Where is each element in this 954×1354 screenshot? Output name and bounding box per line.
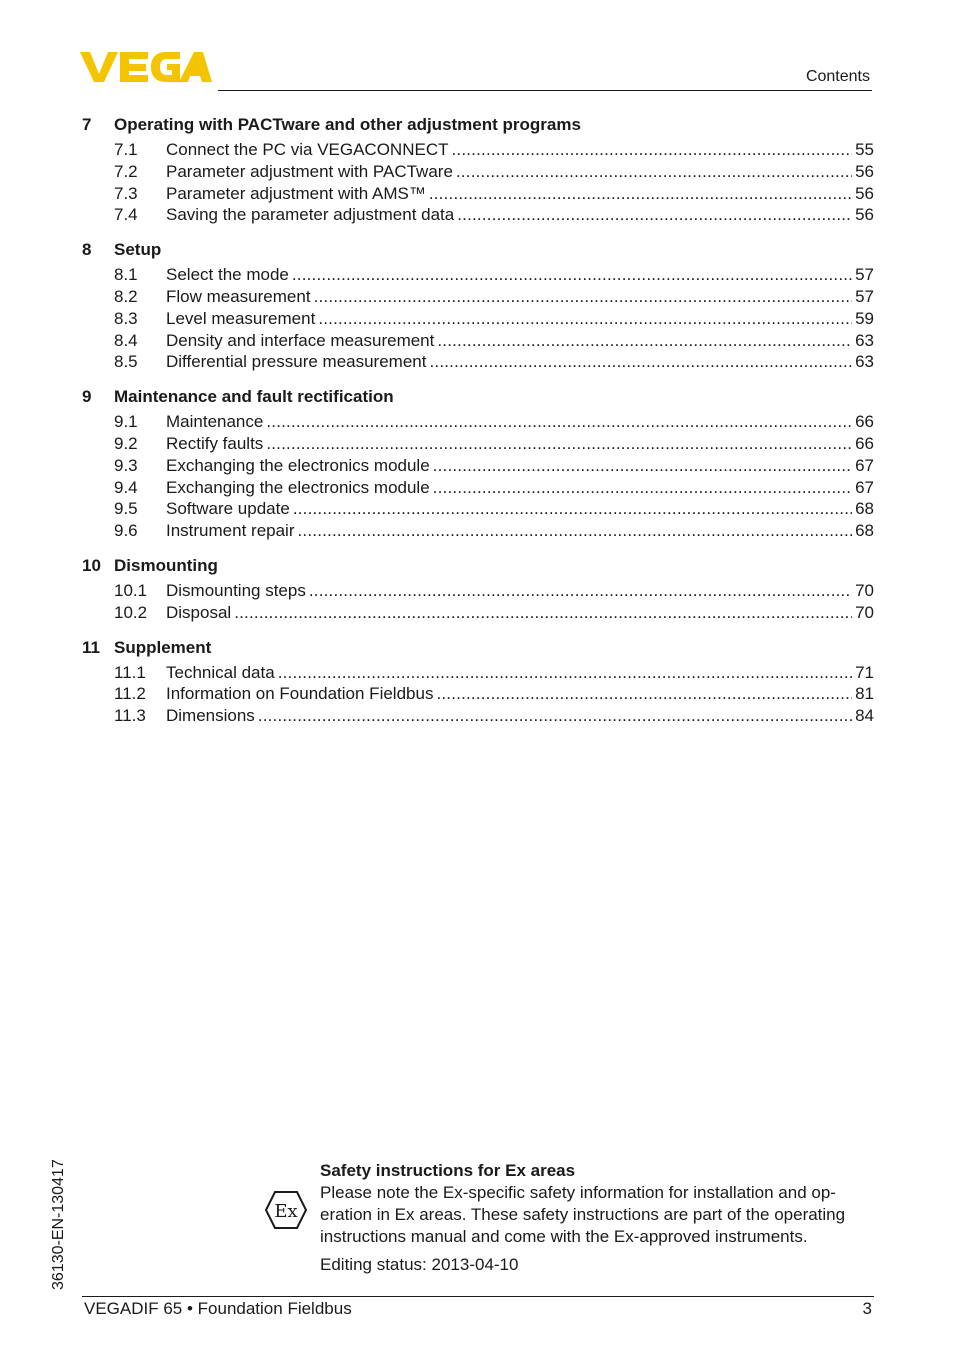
toc-entry[interactable] (82, 433, 874, 455)
ex-hexagon-icon (264, 1190, 308, 1230)
entry-page: 81 (855, 684, 874, 704)
toc-entry[interactable] (82, 286, 874, 308)
entry-number: 9.2 (114, 433, 138, 453)
entry-page: 56 (855, 205, 874, 225)
safety-notice (320, 1160, 875, 1276)
dot-leader (433, 455, 852, 477)
chapter-title: Maintenance and fault rectification (114, 387, 394, 407)
entry-title: Instrument repair (166, 521, 295, 541)
entry-page: 63 (855, 352, 874, 372)
dot-leader (266, 411, 852, 433)
entry-number: 7.2 (114, 161, 138, 181)
entry-title: Exchanging the electronics module (166, 455, 430, 475)
toc-entry[interactable] (82, 139, 874, 161)
entry-page: 57 (855, 286, 874, 306)
dot-leader (451, 139, 852, 161)
entry-number: 7.4 (114, 205, 138, 225)
chapter-heading[interactable] (82, 637, 874, 659)
entry-number: 11.2 (114, 684, 146, 704)
safety-title: Safety instructions for Ex areas (320, 1161, 576, 1180)
toc-entry[interactable] (82, 264, 874, 286)
toc-entry[interactable] (82, 455, 874, 477)
dot-leader (457, 204, 852, 226)
toc-chapter (82, 637, 874, 727)
entry-number: 8.1 (114, 265, 138, 285)
entry-number: 11.1 (114, 662, 146, 682)
chapter-heading[interactable] (82, 239, 874, 261)
entry-title: Rectify faults (166, 433, 264, 453)
entry-page: 56 (855, 161, 874, 181)
toc-entry[interactable] (82, 662, 874, 684)
editing-status: Editing status: 2013-04-10 (320, 1255, 519, 1274)
section-label: Contents (805, 68, 870, 85)
entry-number: 11.3 (114, 706, 146, 726)
entry-number: 8.2 (114, 286, 138, 306)
document-code: 36130-EN-130417 (50, 1159, 67, 1290)
entry-number: 9.5 (114, 499, 138, 519)
chapter-number: 8 (82, 240, 92, 260)
chapter-number: 9 (82, 387, 92, 407)
entry-title: Connect the PC via VEGACONNECT (166, 140, 449, 159)
toc-chapter (82, 555, 874, 624)
toc-chapter (82, 239, 874, 373)
toc-entry[interactable] (82, 204, 874, 226)
toc-entry[interactable] (82, 705, 874, 727)
dot-leader (266, 433, 852, 455)
toc-chapter (82, 386, 874, 542)
entry-page: 68 (855, 521, 874, 541)
chapter-heading[interactable] (82, 555, 874, 577)
chapter-title: Supplement (114, 637, 212, 657)
vega-logo (80, 50, 212, 84)
entry-number: 9.4 (114, 477, 138, 497)
entry-title: Software update (166, 499, 290, 519)
entry-number: 10.1 (114, 580, 148, 600)
chapter-heading[interactable] (82, 386, 874, 408)
entry-number: 9.6 (114, 521, 138, 541)
entry-number: 10.2 (114, 602, 148, 622)
chapter-heading[interactable] (82, 114, 874, 136)
toc-chapter (82, 114, 874, 226)
chapter-number: 11 (82, 637, 100, 657)
chapter-title: Setup (114, 240, 162, 260)
toc-entry[interactable] (82, 161, 874, 183)
toc-entry[interactable] (82, 520, 874, 542)
entry-number: 8.5 (114, 352, 138, 372)
footer-product: VEGADIF 65 • Foundation Fieldbus (84, 1299, 352, 1318)
entry-number: 8.4 (114, 330, 138, 350)
entry-title: Density and interface measurement (166, 330, 435, 350)
toc-entry[interactable] (82, 330, 874, 352)
entry-number: 7.3 (114, 183, 138, 203)
dot-leader (429, 183, 852, 205)
entry-title: Dimensions (166, 706, 255, 726)
entry-title: Parameter adjustment with AMS™ (166, 183, 426, 203)
dot-leader (436, 683, 852, 705)
toc-entry[interactable] (82, 683, 874, 705)
entry-title: Maintenance (166, 412, 264, 432)
chapter-title: Operating with PACTware and other adjustment programs (114, 115, 581, 134)
dot-leader (318, 308, 852, 330)
toc-entry[interactable] (82, 602, 874, 624)
entry-title: Select the mode (166, 265, 289, 285)
entry-page: 71 (855, 662, 874, 682)
entry-number: 9.3 (114, 455, 138, 475)
dot-leader (429, 351, 852, 373)
dot-leader (437, 330, 852, 352)
entry-page: 66 (855, 412, 874, 432)
entry-title: Information on Foundation Fieldbus (166, 684, 434, 704)
entry-page: 63 (855, 330, 874, 350)
entry-page: 55 (855, 140, 874, 159)
entry-page: 67 (855, 477, 874, 497)
entry-title: Saving the parameter adjustment data (166, 205, 455, 225)
entry-title: Differential pressure measurement (166, 352, 427, 372)
entry-title: Flow measurement (166, 286, 311, 306)
entry-page: 84 (855, 706, 874, 726)
dot-leader (309, 580, 852, 602)
svg-text:Ex: Ex (274, 1201, 298, 1222)
entry-page: 59 (855, 308, 874, 328)
page-number: 3 (862, 1299, 872, 1318)
toc-entry[interactable] (82, 580, 874, 602)
entry-number: 9.1 (114, 412, 138, 432)
entry-page: 66 (855, 433, 874, 453)
dot-leader (293, 498, 852, 520)
dot-leader (456, 161, 852, 183)
entry-page: 68 (855, 499, 874, 519)
dot-leader (258, 705, 852, 727)
toc-entry[interactable] (82, 411, 874, 433)
entry-page: 56 (855, 183, 874, 203)
toc-entry[interactable] (82, 477, 874, 499)
entry-title: Disposal (166, 602, 232, 622)
toc-entry[interactable] (82, 351, 874, 373)
entry-title: Technical data (166, 662, 275, 682)
dot-leader (292, 264, 852, 286)
chapter-number: 10 (82, 555, 101, 575)
toc-entry[interactable] (82, 183, 874, 205)
safety-body: Please note the Ex-specific safety information for installation and op-eration in Ex areas. These safety instructions are part of the operating instructions manual and come with the Ex-approved instruments. (320, 1183, 846, 1246)
entry-page: 70 (855, 580, 874, 600)
header-rule (218, 90, 872, 91)
entry-number: 7.1 (114, 140, 138, 159)
chapter-number: 7 (82, 115, 92, 134)
dot-leader (314, 286, 853, 308)
entry-title: Parameter adjustment with PACTware (166, 161, 453, 181)
table-of-contents (82, 114, 874, 740)
entry-number: 8.3 (114, 308, 138, 328)
chapter-title: Dismounting (114, 555, 218, 575)
entry-title: Level measurement (166, 308, 316, 328)
toc-entry[interactable] (82, 498, 874, 520)
footer-rule (82, 1296, 874, 1297)
dot-leader (278, 662, 852, 684)
dot-leader (298, 520, 853, 542)
toc-entry[interactable] (82, 308, 874, 330)
entry-title: Dismounting steps (166, 580, 306, 600)
entry-page: 67 (855, 455, 874, 475)
entry-page: 70 (855, 602, 874, 622)
entry-page: 57 (855, 265, 874, 285)
entry-title: Exchanging the electronics module (166, 477, 430, 497)
dot-leader (433, 477, 852, 499)
dot-leader (234, 602, 852, 624)
